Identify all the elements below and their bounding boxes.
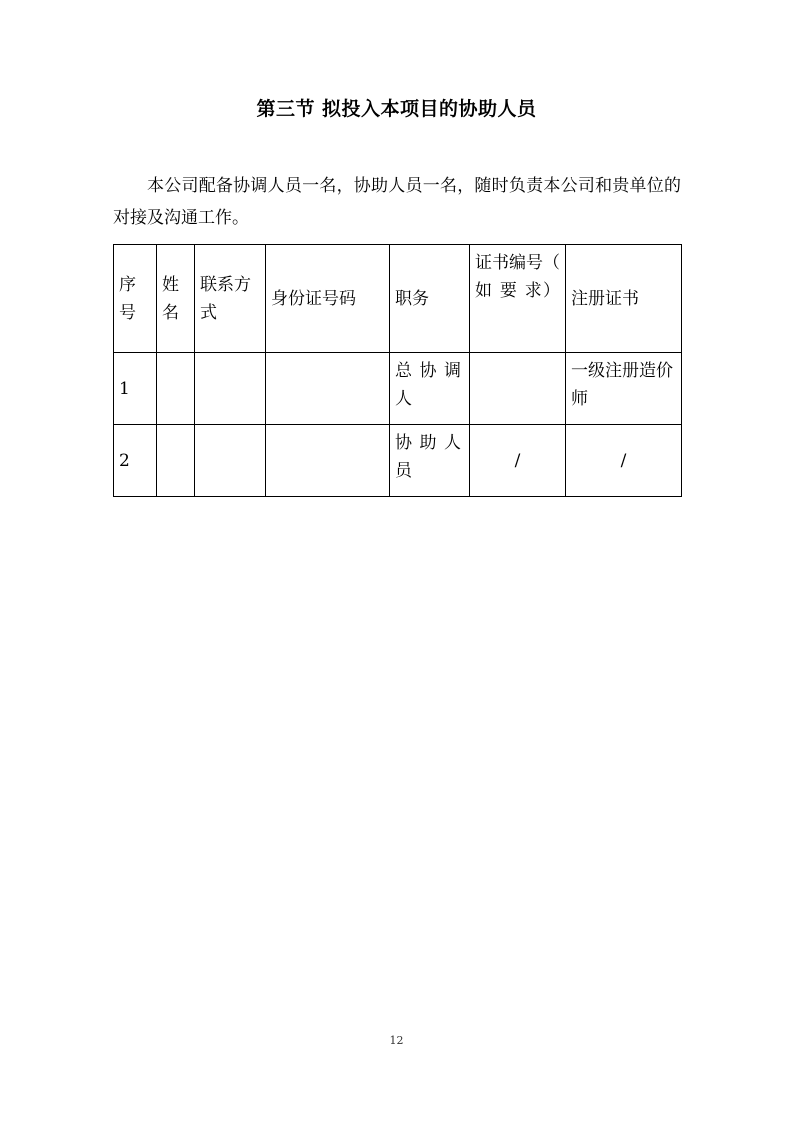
header-name: 姓名 <box>157 245 195 353</box>
cell-id-number <box>266 353 390 425</box>
cell-index: 2 <box>114 425 157 497</box>
header-contact: 联系方式 <box>195 245 266 353</box>
staff-table <box>113 244 682 497</box>
page-title: 第三节 拟投入本项目的协助人员 <box>256 98 537 120</box>
page-number: 12 <box>389 1034 404 1047</box>
header-position: 职务 <box>390 245 470 353</box>
table-header-row <box>114 245 682 353</box>
cell-registered-cert: / <box>566 425 682 497</box>
header-index: 序号 <box>114 245 157 353</box>
cell-registered-cert: 一级注册造价师 <box>566 353 682 425</box>
cell-position: 总协调人 <box>390 353 470 425</box>
table-row <box>114 353 682 425</box>
header-registered-cert: 注册证书 <box>566 245 682 353</box>
cell-contact <box>195 353 266 425</box>
cell-contact <box>195 425 266 497</box>
header-cert-number: 证书编号（ 如 要 求） <box>470 245 566 353</box>
cell-index: 1 <box>114 353 157 425</box>
cell-position: 协助人员 <box>390 425 470 497</box>
cell-name <box>157 425 195 497</box>
header-id-number: 身份证号码 <box>266 245 390 353</box>
cell-name <box>157 353 195 425</box>
cell-cert-number: / <box>470 425 566 497</box>
cell-cert-number <box>470 353 566 425</box>
intro-paragraph: 本公司配备协调人员一名，协助人员一名，随时负责本公司和贵单位的对接及沟通工作。 <box>113 176 681 228</box>
table-row <box>114 425 682 497</box>
cell-id-number <box>266 425 390 497</box>
